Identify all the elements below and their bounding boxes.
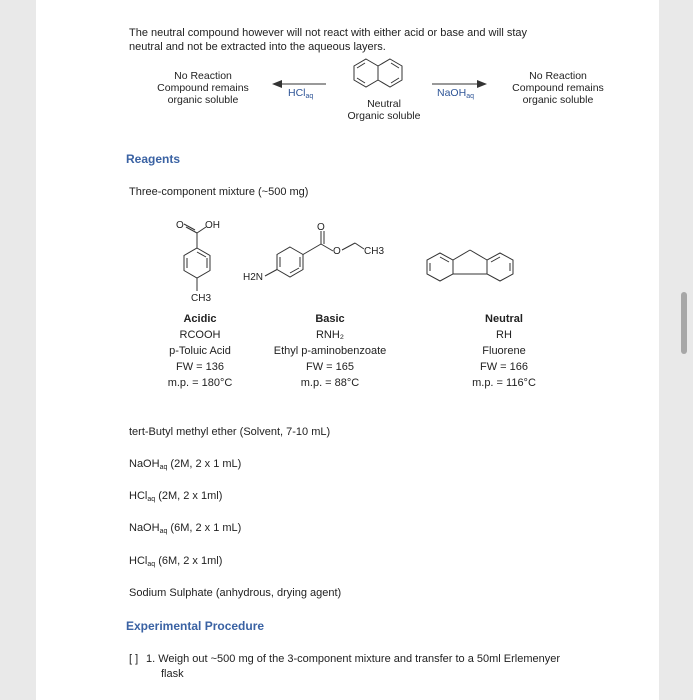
left-result-text: No Reaction Compound remains organic soluble [157, 70, 249, 106]
reagent-item-2: HCl$_{aq}$ (2M, 2 x 1ml) [129, 490, 223, 503]
reagents-heading: Reagents [126, 152, 181, 166]
toluic-ch3-label: CH3 [191, 293, 212, 304]
solvent-text: tert-Butyl methyl ether (Solvent, 7-10 mL) [129, 426, 331, 438]
step-1-line-2: flask [161, 668, 184, 680]
toluic-oh-label: OH [205, 220, 220, 231]
left-reagent-label: HCl$_{aq}$ [288, 87, 314, 100]
ester-carbonyl-o: O [317, 222, 325, 233]
ester-ch3-label: CH3 [364, 246, 385, 257]
neutral-center-label: Neutral Organic soluble [347, 98, 421, 122]
intro-line-2: neutral and not be extracted into the aqueous layers. [129, 41, 386, 53]
toluic-carbonyl-o: O [176, 220, 184, 231]
step-1-line-1: 1. Weigh out ~500 mg of the 3-component mixture and transfer to a 50ml Erlemenyer [146, 653, 561, 665]
naphthalene-ring-right [378, 59, 402, 87]
amine-h2n-label: H2N [243, 272, 264, 283]
ester-oxygen-o: O [333, 246, 341, 257]
compound-basic-info: Basic RNH₂ Ethyl p-aminobenzoate FW = 165 m.p. = 88°C [273, 313, 387, 389]
reagent-item-3: NaOH$_{aq}$ (6M, 2 x 1 mL) [129, 522, 242, 535]
drying-agent-text: Sodium Sulphate (anhydrous, drying agent) [129, 587, 342, 599]
reagent-item-1: NaOH$_{aq}$ (2M, 2 x 1 mL) [129, 458, 242, 471]
naphthalene-ring-left [354, 59, 378, 87]
compound-neutral-info: Neutral RH Fluorene FW = 166 m.p. = 116°C [472, 313, 536, 389]
reagent-item-4: HCl$_{aq}$ (6M, 2 x 1ml) [129, 555, 223, 568]
compound-acidic-info: Acidic RCOOH p-Toluic Acid FW = 136 m.p. = 180°C [167, 313, 233, 389]
right-arrow-head [477, 80, 487, 88]
intro-line-1: The neutral compound however will not react with either acid or base and will stay [129, 27, 528, 39]
right-result-text: No Reaction Compound remains organic soluble [512, 70, 604, 106]
step-checkbox[interactable]: [ ] [129, 653, 139, 665]
right-reagent-label: NaOH$_{aq}$ [437, 87, 474, 100]
left-arrow-head [272, 80, 282, 88]
mixture-text: Three-component mixture (~500 mg) [129, 186, 309, 198]
procedure-heading: Experimental Procedure [126, 619, 265, 633]
